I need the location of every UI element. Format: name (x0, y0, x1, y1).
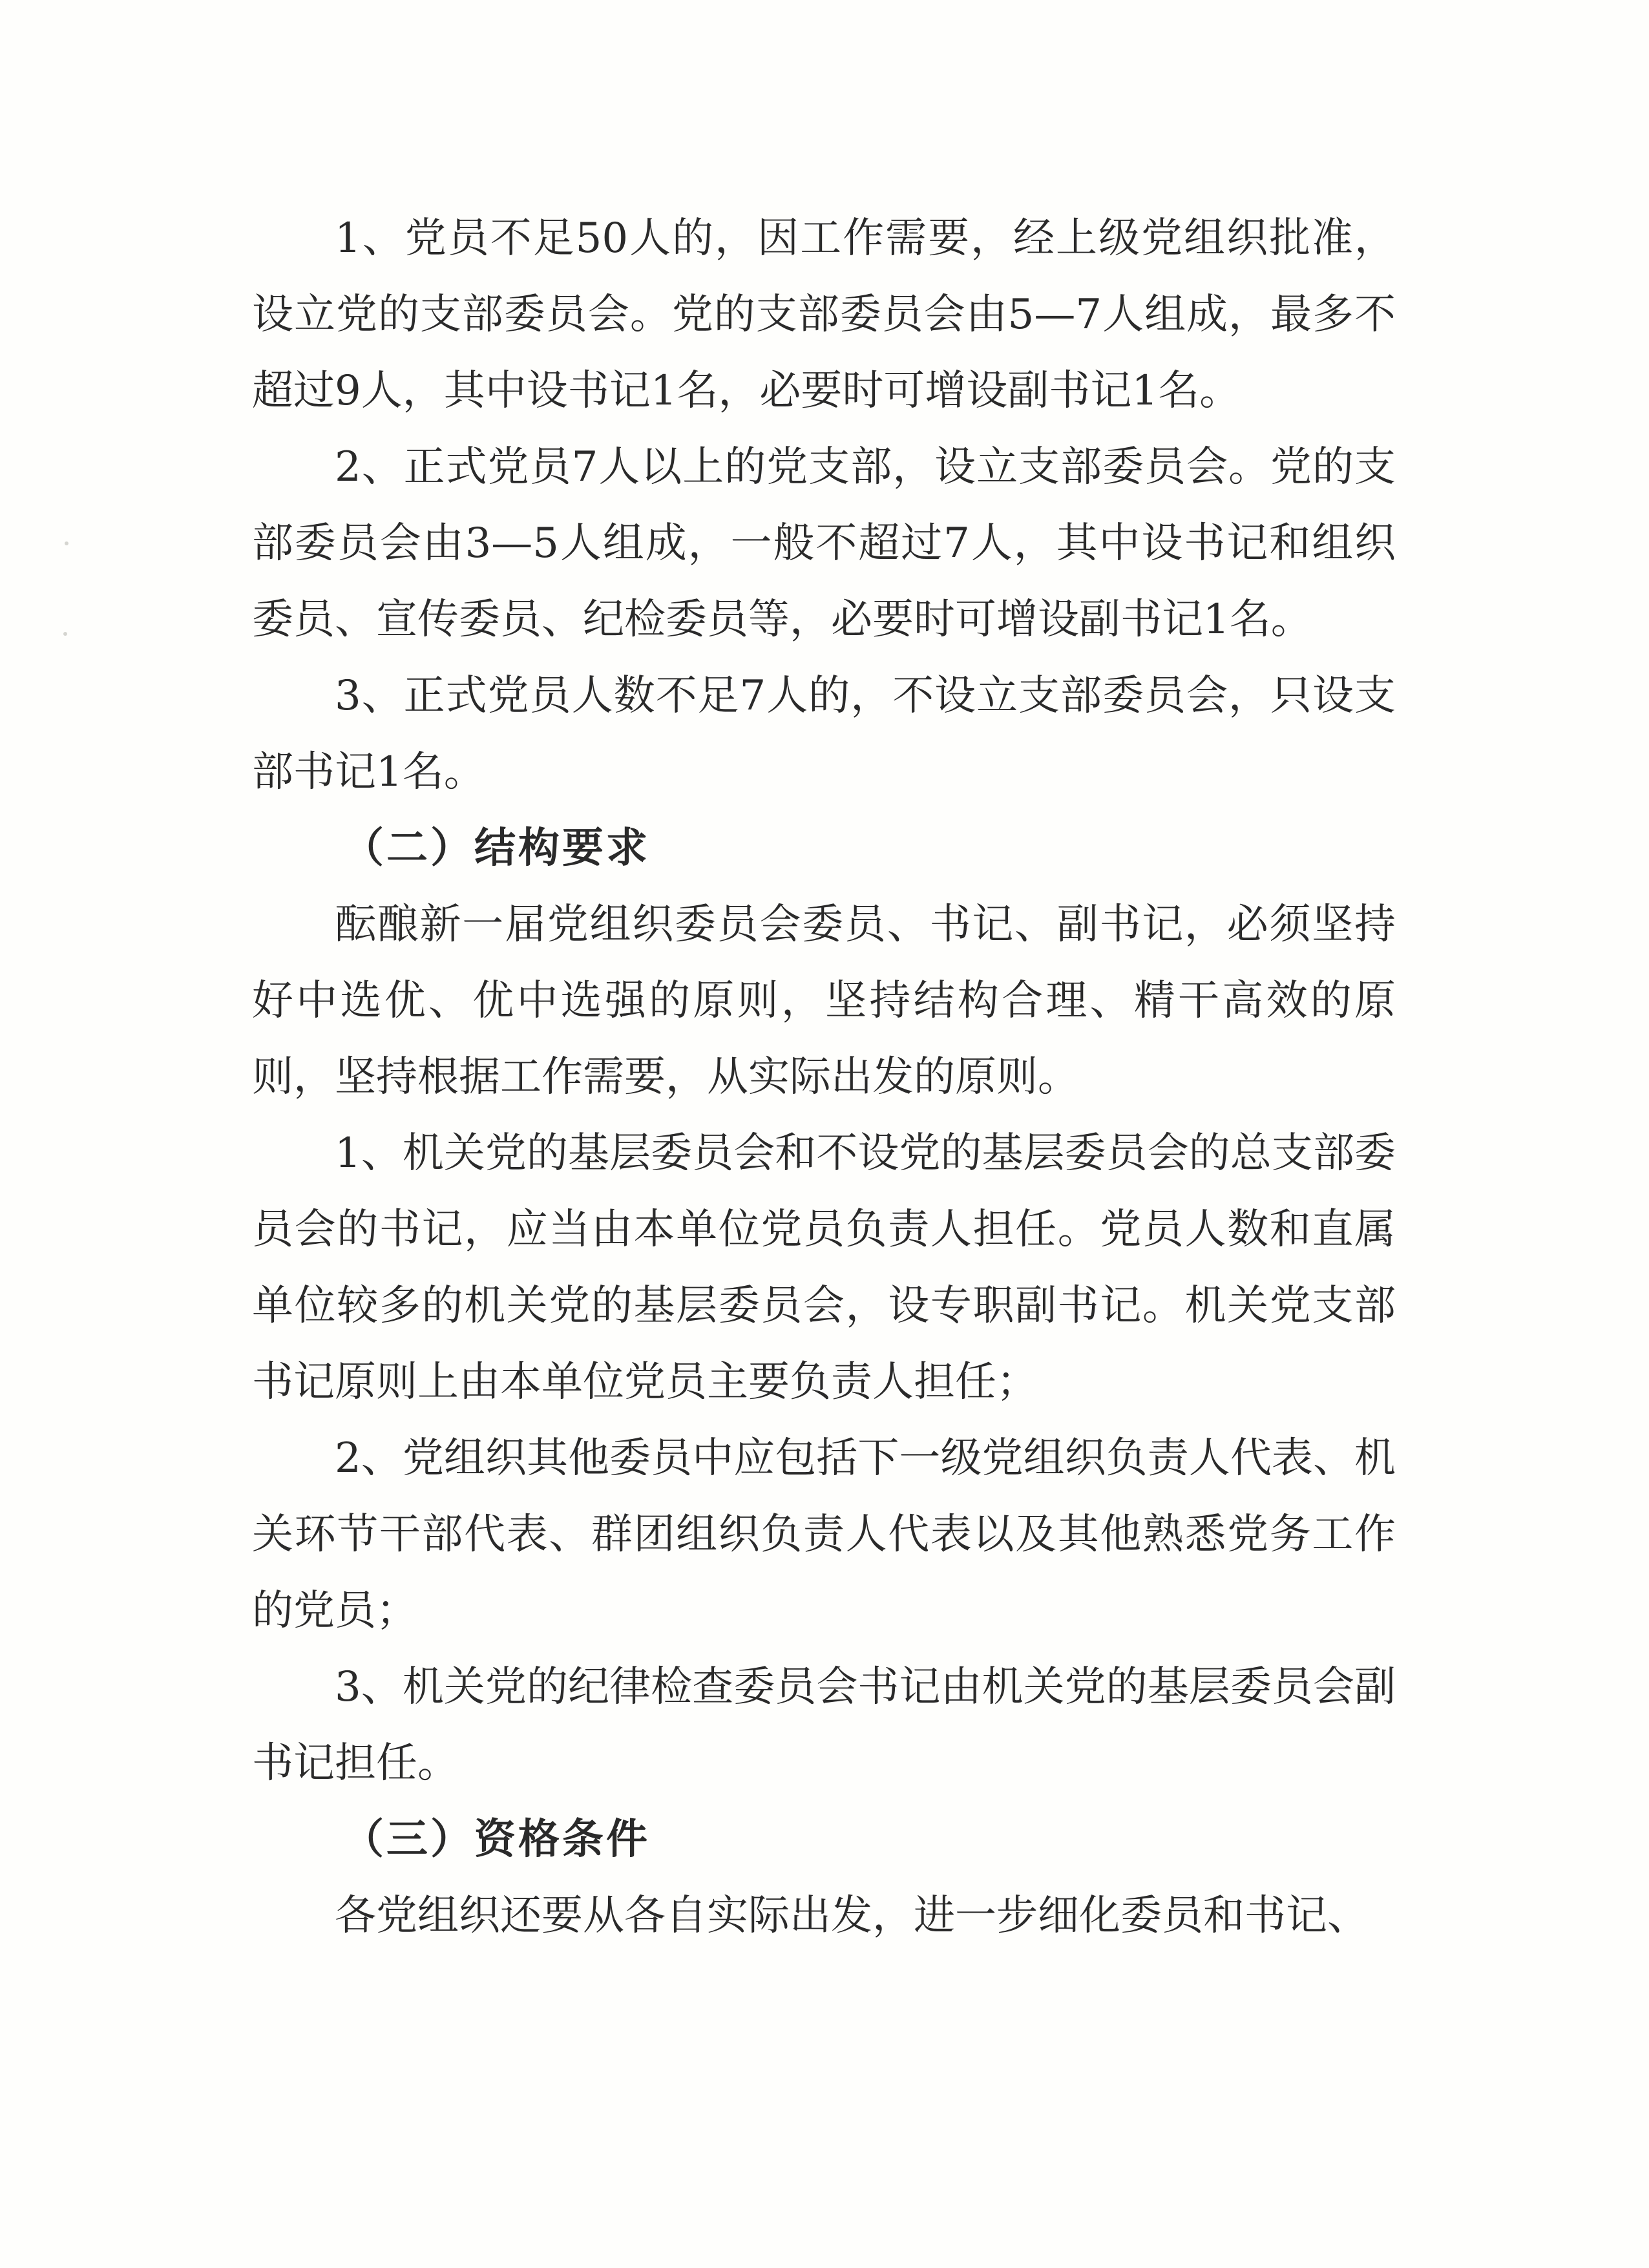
paragraph-qualifications-intro: 各党组织还要从各自实际出发，进一步细化委员和书记、 (335, 1892, 1369, 1940)
section-heading-structure: （二）结构要求 (342, 824, 650, 872)
scan-speck (63, 632, 67, 636)
paragraph-structure-item-3: 3、机关党的纪律检查委员会书记由机关党的基层委员会副书记担任。 (252, 1663, 1396, 1787)
paragraph-branch-committee-under-50: 1、党员不足50人的，因工作需要，经上级党组织批准，设立党的支部委员会。党的支部委员会由5—7人组成，最多不超过9人，其中设书记1名，必要时可增设副书记1名。 (252, 215, 1396, 415)
paragraph-branch-committee-7-plus: 2、正式党员7人以上的党支部，设立支部委员会。党的支部委员会由3—5人组成，一般不超过7人，其中设书记和组织委员、宣传委员、纪检委员等，必要时可增设副书记1名。 (252, 443, 1396, 644)
document-body (252, 200, 1396, 1954)
scan-speck (65, 541, 68, 545)
paragraph-structure-item-2: 2、党组织其他委员中应包括下一级党组织负责人代表、机关环节干部代表、群团组织负责人代表以及其他熟悉党务工作的党员； (252, 1434, 1396, 1635)
section-heading-qualifications: （三）资格条件 (342, 1816, 650, 1864)
paragraph-branch-under-7: 3、正式党员人数不足7人的，不设立支部委员会，只设支部书记1名。 (252, 672, 1396, 796)
paragraph-structure-item-1: 1、机关党的基层委员会和不设党的基层委员会的总支部委员会的书记，应当由本单位党员负责人担任。党员人数和直属单位较多的机关党的基层委员会，设专职副书记。机关党支部书记原则上由本单位党员主要负责人担任； (252, 1129, 1396, 1406)
paragraph-structure-principles: 酝酿新一届党组织委员会委员、书记、副书记，必须坚持好中选优、优中选强的原则，坚持结构合理、精干高效的原则，坚持根据工作需要，从实际出发的原则。 (252, 901, 1396, 1101)
